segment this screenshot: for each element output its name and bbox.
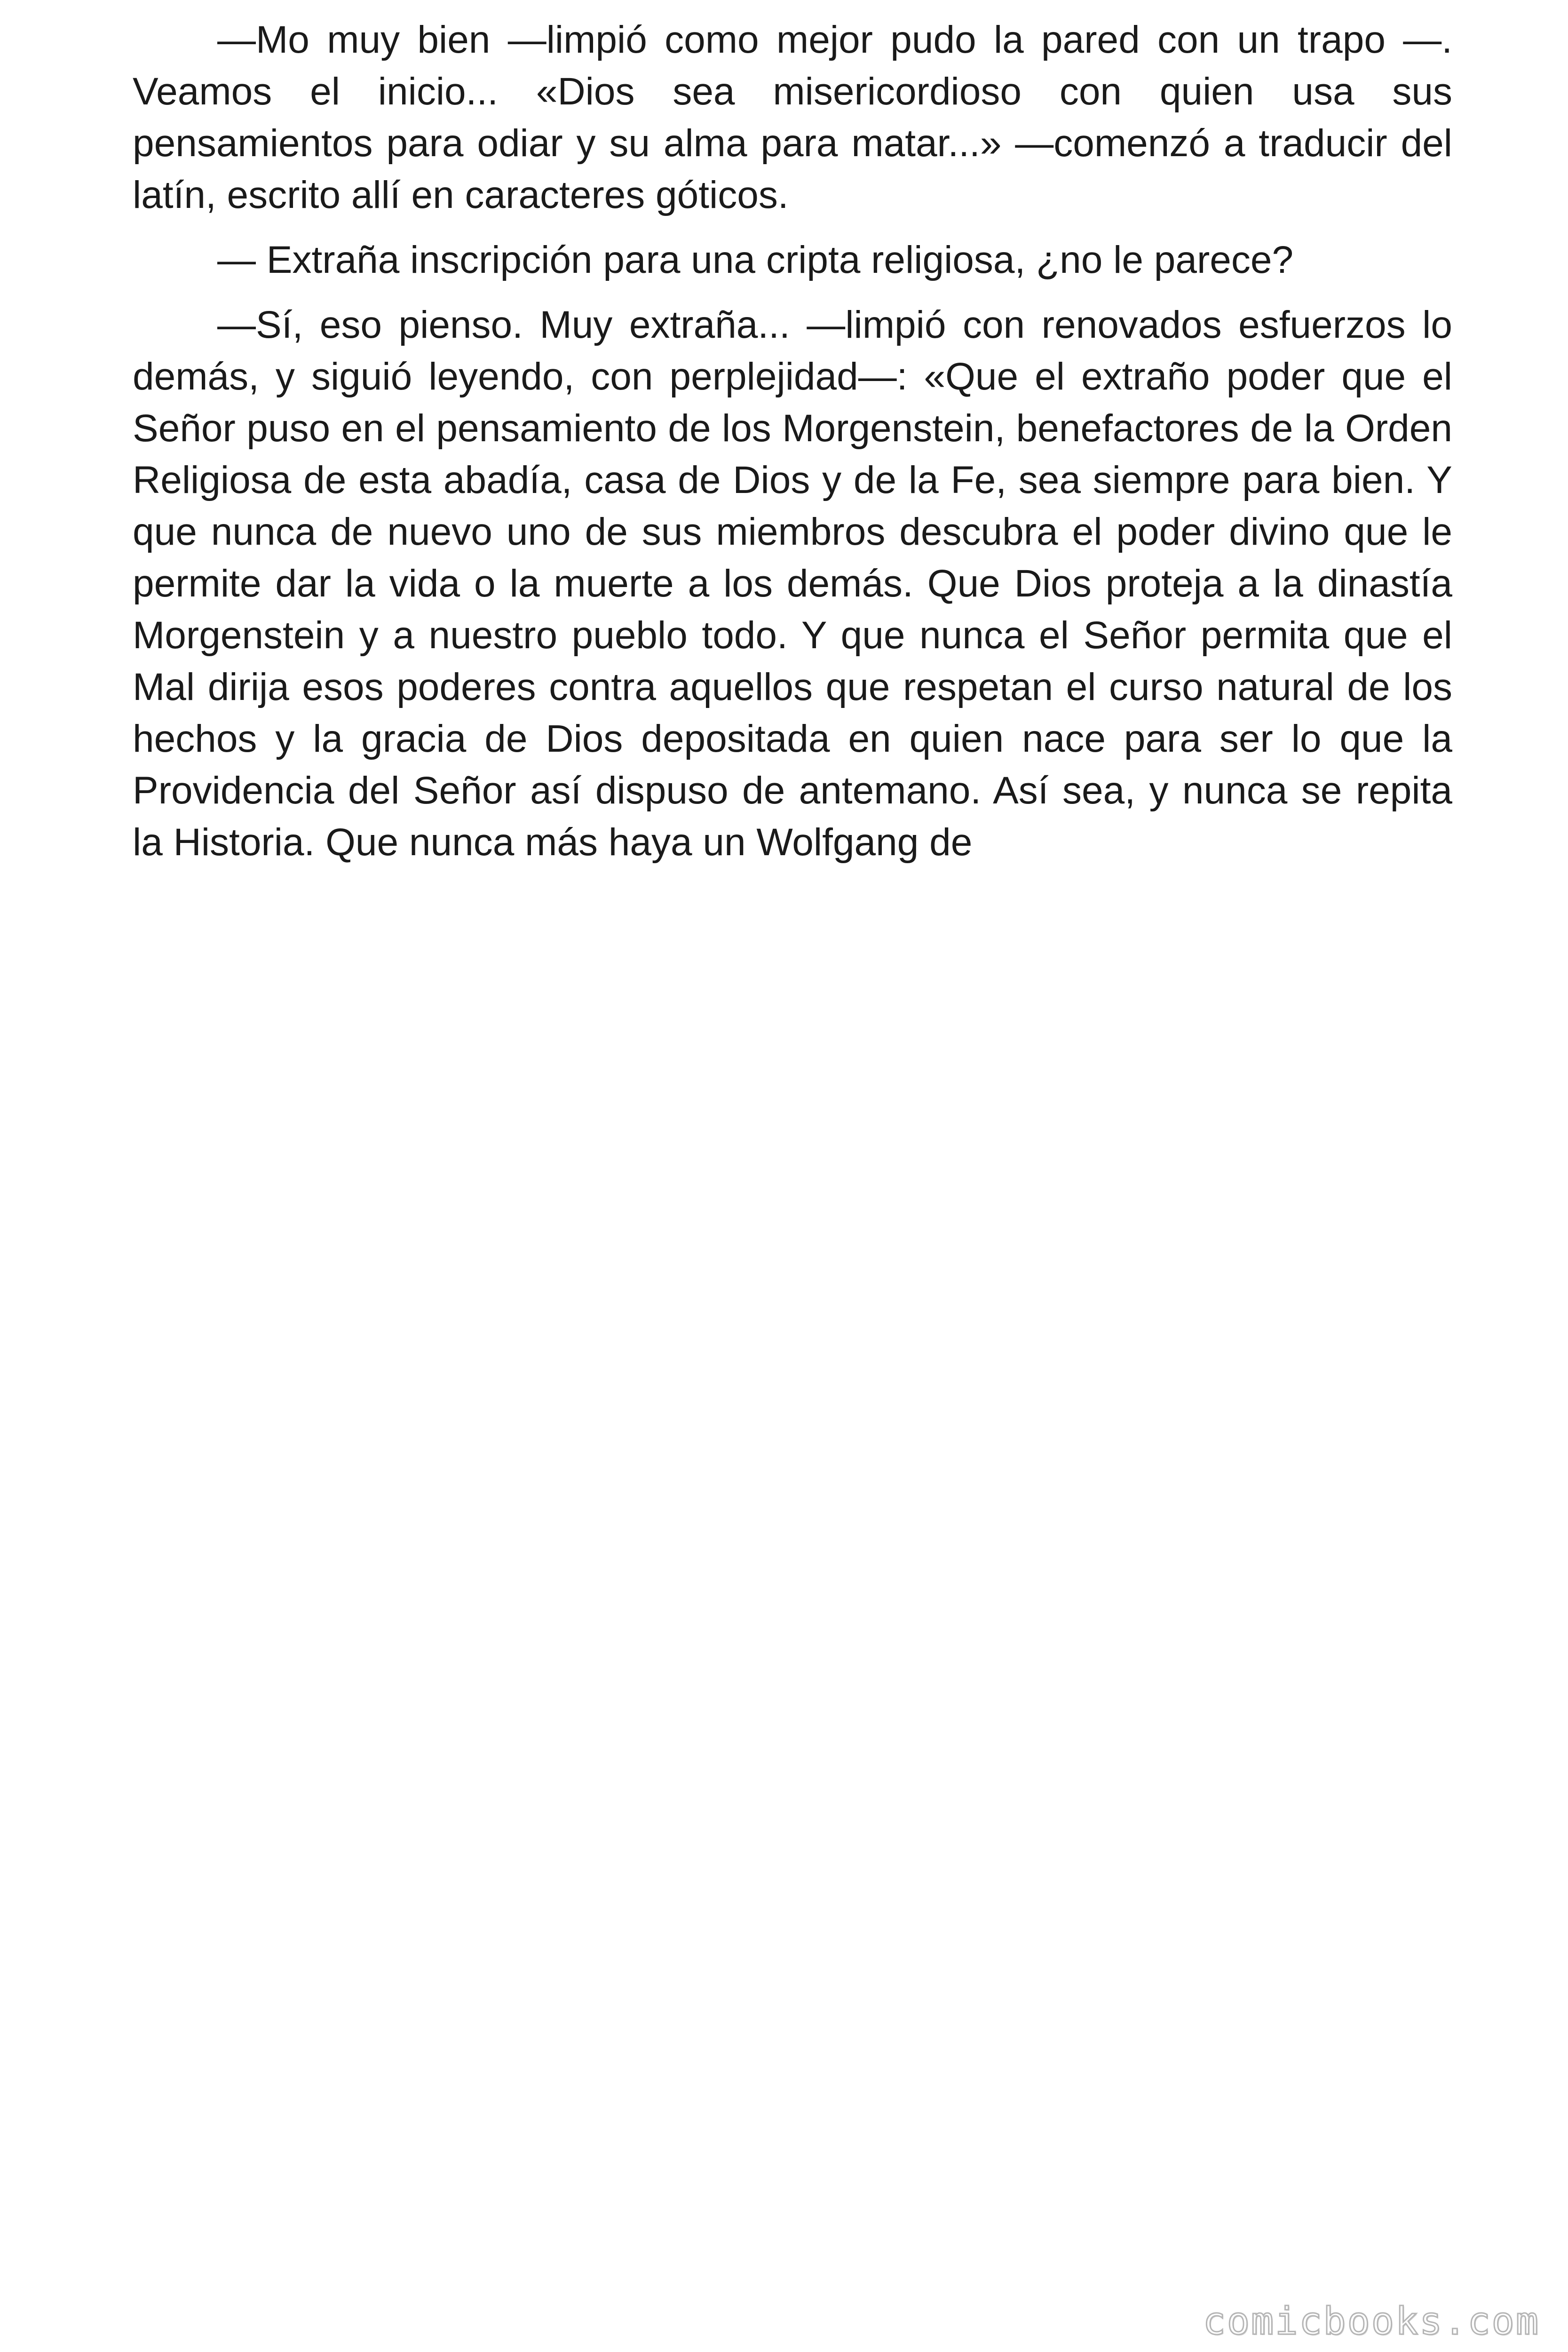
paragraph-2: — Extraña inscripción para una cripta religiosa, ¿no le parece? [217, 238, 1294, 281]
paragraph-3: —Sí, eso pienso. Muy extraña... —limpió con renovados esfuerzos lo demás, y siguió leyendo, con perplejidad—: «Que el extraño poder que el Señor puso en el pensamiento de los Morgenstein, benefactores de la Orden Religiosa de esta abadía, casa de Dios y de la Fe, sea siempre para bien. Y que nunca de nuevo uno de sus miembros descubra el poder divino que le permite dar la vida o la muerte a los demás. Que Dios proteja a la dinastía Morgenstein y a nuestro pueblo todo. Y que nunca el Señor permita que el Mal dirija esos poderes contra aquellos que respetan el curso natural de los hechos y la gracia de Dios depositada en quien nace para ser lo que la Providencia del Señor así dispuso de antemano. Así sea, y nunca se repita la Historia. Que nunca más haya un Wolfgang de [133, 303, 1452, 864]
watermark-text: comicbooks.com [1203, 2299, 1540, 2343]
paragraph-1: —Mo muy bien —limpió como mejor pudo la pared con un trapo —. Veamos el inicio... «Dios sea misericordioso con quien usa sus pensamientos para odiar y su alma para matar...» —comenzó a traducir del latín, escrito allí en caracteres góticos. [133, 18, 1452, 216]
body-text [133, 14, 1452, 868]
